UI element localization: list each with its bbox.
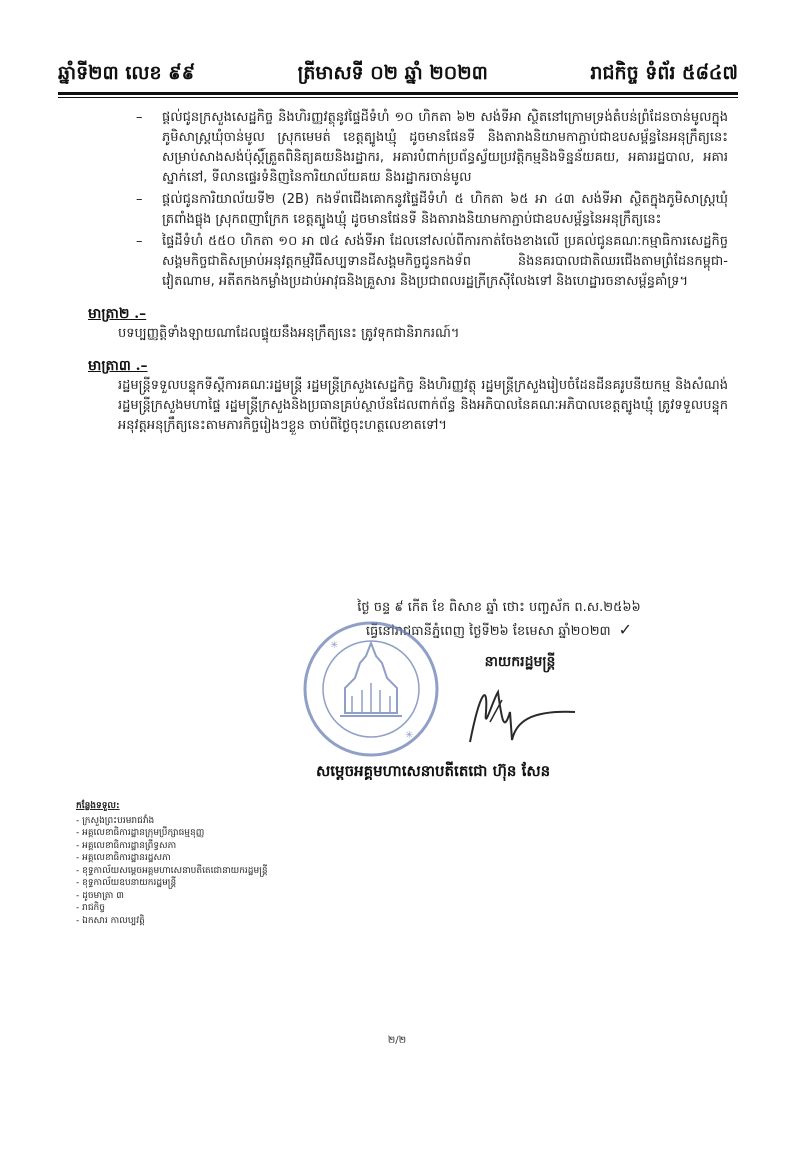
list-item: - ដូចមាត្រា ៣ (76, 890, 376, 903)
svg-text:✳: ✳ (330, 640, 339, 651)
list-item: – ផ្ទៃដីទំហំ ៥៥០ ហិកតា ១០ អា ៧៤ សង់ទីអា ដែលនៅសល់ពីការកាត់ចែងខាងលើ ប្រគល់ជូនគណៈកម្មាធិការសេដ្ឋកិច្ចសង្គមកិច្ចជាតិសម្រាប់អនុវត្តកម្មវិធីសប្បទានដីសង្គមកិច្ចជូនកងទ័ព និងនគរបាលជាតិឈរជើងតាមព្រំដែនកម្ពុជា-វៀតណាម, អតីតកងកម្លាំងប្រដាប់អាវុធនិងគ្រួសារ និងប្រជាពលរដ្ឋក្រីក្រស៊ីលែងទៅ និងហេដ្ឋារចនាសម្ព័ន្ធគាំទ្រ។ (136, 234, 728, 289)
list-item: - ខុទ្ទកាល័យឧបនាយករដ្ឋមន្ត្រី (76, 877, 376, 890)
official-seal-icon (300, 618, 442, 760)
signatory-name: សម្តេចអគ្គមហាសេនាបតីតេជោ ហ៊ុន សែន (316, 762, 551, 780)
list-item: – ផ្តល់ជូនការិយាល័យទី២ (2B) កងទ័ពជើងគោកនូវផ្ទៃដីទំហំ ៥ ហិកតា ៦៥ អា ៤៣ សង់ទីអា ស្ថិតក្នុងភូមិសាស្ត្រឃុំត្រពាំងផ្លុង ស្រុកពញាក្រែក ខេត្តត្បូងឃ្មុំ ដូចមានផែនទី និងតារាងនិយាមកាភ្ជាប់ជាឧបសម្ព័ន្ធនៃអនុក្រឹត្យនេះ (136, 192, 728, 227)
recipients-list (76, 800, 376, 927)
header-issue: ឆ្នាំទី២៣ លេខ ៩៩ (58, 62, 196, 84)
gazette-header (58, 58, 738, 92)
svg-text:✳: ✳ (405, 730, 414, 741)
handwritten-signature (440, 672, 580, 752)
page-number: ២/២ (387, 1035, 407, 1046)
list-item: – ផ្តល់ជូនក្រសួងសេដ្ឋកិច្ច និងហិរញ្ញវត្ថុនូវផ្ទៃដីទំហំ ១០ ហិកតា ៦២ សង់ទីអា ស្ថិតនៅក្រោមទ្រង់តំបន់ព្រំដែនចាន់មូលក្នុងភូមិសាស្ត្រឃុំចាន់មូល ស្រុកមេមត់ ខេត្តត្បូងឃ្មុំ ដូចមានផែនទី និងតារាងនិយាមកាភ្ជាប់ជាឧបសម្ព័ន្ធនៃអនុក្រឹត្យនេះ សម្រាប់សាងសង់ប៉ុស្តិ៍ត្រួតពិនិត្យគយនិងរដ្ឋាករ, អគារបំពាក់ប្រព័ន្ធស្វ័យប្រវត្តិកម្មនិងទិន្នន័យគយ, អគាររដ្ឋបាល, អគារស្នាក់នៅ, ទីលានផ្ទេរទំនិញនៃការិយាល័យគយ និងរដ្ឋាករចាន់មូល (136, 110, 728, 185)
header-quarter: ត្រីមាសទី ០២ ឆ្នាំ ២០២៣ (297, 62, 488, 84)
signer-title: នាយករដ្ឋមន្ត្រី (484, 654, 556, 670)
list-item: - រាជកិច្ច (76, 902, 376, 915)
article-2-heading: មាត្រា២ .– (88, 306, 147, 322)
list-item: - ឯកសារ កាលប្បវត្តិ (76, 915, 376, 928)
bullet-dash: – (136, 110, 143, 125)
check-mark-icon: ✓ (618, 620, 633, 639)
recipients-items (76, 815, 376, 928)
header-rule (58, 92, 738, 95)
list-item: - ក្រសួងព្រះបរមរាជវាំង (76, 815, 376, 828)
list-item: - អគ្គលេខាធិការដ្ឋានរដ្ឋសភា (76, 852, 376, 865)
header-page: រាជកិច្ច ទំព័រ ៥៨៤៧ (590, 62, 738, 84)
article-2-body: បទប្បញ្ញត្តិទាំងឡាយណាដែលផ្ទុយនឹងអនុក្រឹត្យនេះ ត្រូវទុកជានិរាករណ៍។ (118, 326, 460, 341)
article-3-body: រដ្ឋមន្ត្រីទទួលបន្ទុកទីស្តីការគណៈរដ្ឋមន្ត្រី រដ្ឋមន្ត្រីក្រសួងសេដ្ឋកិច្ច និងហិរញ្ញវត្ថុ រដ្ឋមន្ត្រីក្រសួងរៀបចំដែនដីនគរូបនីយកម្ម និងសំណង់ រដ្ឋមន្ត្រីក្រសួងមហាផ្ទៃ រដ្ឋមន្ត្រីក្រសួងនិងប្រធានគ្រប់ស្ថាប័នដែលពាក់ព័ន្ធ និងអភិបាលនៃគណៈអភិបាលខេត្តត្បូងឃ្មុំ ត្រូវទទួលបន្ទុកអនុវត្តអនុក្រឹត្យនេះតាមភារកិច្ចរៀងៗខ្លួន ចាប់ពីថ្ងៃចុះហត្ថលេខាតទៅ។ (118, 378, 728, 433)
list-item: - អគ្គលេខាធិការដ្ឋានព្រឹទ្ធសភា (76, 840, 376, 853)
bullet-dash: – (136, 192, 143, 207)
lunar-date: ថ្ងៃ ចន្ទ ៩ កើត ខែ ពិសាខ ឆ្នាំ ថោះ បញ្ចស័ក ព.ស.២៥៦៦ (357, 600, 641, 615)
document-body (88, 108, 728, 436)
place-date: ធ្វើនៅរាជធានីភ្នំពេញ ថ្ងៃទី២៦ ខែមេសា ឆ្នាំ២០២៣ ✓ (365, 620, 633, 639)
recipients-title: កន្លែងទទួល: (76, 801, 120, 811)
list-item: - ខុទ្ទកាល័យសម្តេចអគ្គមហាសេនាបតីតេជោនាយករដ្ឋមន្ត្រី (76, 865, 376, 878)
list-item: - អគ្គលេខាធិការដ្ឋានក្រុមប្រឹក្សាធម្មនុញ្ញ (76, 827, 376, 840)
bullet-dash: – (136, 234, 143, 249)
header-rule-thin (58, 97, 738, 98)
allocation-list (88, 108, 728, 292)
article-3-heading: មាត្រា៣ .– (88, 358, 148, 374)
